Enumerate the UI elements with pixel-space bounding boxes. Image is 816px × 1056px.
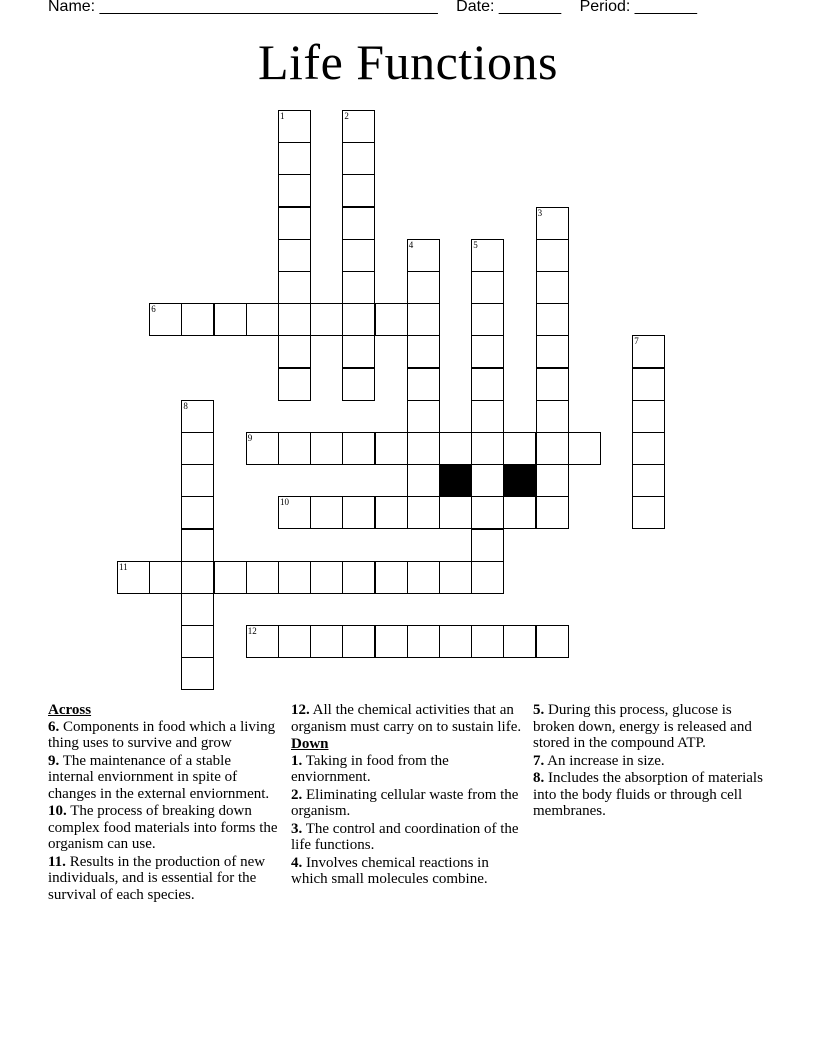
crossword-cell[interactable] <box>278 368 311 401</box>
crossword-cell[interactable] <box>536 496 569 529</box>
crossword-cell[interactable] <box>407 561 440 594</box>
crossword-cell[interactable] <box>407 400 440 433</box>
crossword-cell[interactable] <box>375 432 408 465</box>
clue-column-3 <box>533 702 763 821</box>
crossword-cell[interactable] <box>342 496 375 529</box>
crossword-cell[interactable] <box>342 271 375 304</box>
crossword-cell[interactable] <box>342 432 375 465</box>
clue-number: 3. <box>291 820 303 837</box>
crossword-cell[interactable] <box>278 207 311 240</box>
crossword-cell[interactable] <box>471 303 504 336</box>
clue-text: The process of breaking down complex food materials into forms the organism can use. <box>48 803 278 852</box>
crossword-cell[interactable] <box>439 625 472 658</box>
clue-down-4 <box>291 855 523 888</box>
crossword-cell[interactable] <box>342 239 375 272</box>
clue-text: An increase in size. <box>544 752 665 769</box>
date-field: Date: _______ <box>456 0 562 15</box>
clue-text: Components in food which a living thing uses to survive and grow <box>48 718 276 751</box>
crossword-cell[interactable] <box>310 432 343 465</box>
crossword-cell[interactable] <box>536 464 569 497</box>
clue-column-2 <box>291 702 523 889</box>
puzzle-title: Life Functions <box>257 34 559 90</box>
crossword-cell[interactable] <box>181 496 214 529</box>
crossword-cell[interactable] <box>503 496 536 529</box>
crossword-cell[interactable] <box>471 400 504 433</box>
crossword-cell[interactable] <box>278 239 311 272</box>
clue-number-label: 7 <box>634 336 639 347</box>
crossword-cell[interactable] <box>149 561 182 594</box>
crossword-cell[interactable] <box>310 625 343 658</box>
crossword-cell[interactable] <box>536 239 569 272</box>
clue-number-label: 5 <box>473 239 478 250</box>
crossword-cell[interactable] <box>568 432 601 465</box>
crossword-cell[interactable] <box>471 368 504 401</box>
crossword-cell[interactable] <box>471 625 504 658</box>
crossword-cell[interactable] <box>246 303 279 336</box>
crossword-cell[interactable] <box>342 207 375 240</box>
crossword-cell[interactable] <box>632 432 665 465</box>
crossword-cell[interactable] <box>503 625 536 658</box>
crossword-cell[interactable] <box>342 625 375 658</box>
crossword-cell[interactable] <box>632 400 665 433</box>
crossword-cell[interactable] <box>278 303 311 336</box>
crossword-cell[interactable] <box>407 368 440 401</box>
crossword-cell[interactable] <box>407 271 440 304</box>
down-heading: Down <box>291 736 329 752</box>
clue-number: 5. <box>533 702 545 718</box>
clue-number: 7. <box>533 752 545 769</box>
clue-number-label: 10 <box>280 497 289 508</box>
crossword-cell[interactable] <box>181 625 214 658</box>
crossword-cell[interactable] <box>439 561 472 594</box>
name-field: Name: ______________________________________ <box>48 0 438 15</box>
clue-text: Involves chemical reactions in which small molecules combine. <box>291 854 489 887</box>
clue-number: 12. <box>291 702 310 718</box>
crossword-cell[interactable] <box>278 561 311 594</box>
clue-number: 11. <box>48 853 66 870</box>
clue-number: 10. <box>48 803 67 819</box>
clue-text: Includes the absorption of materials into the body fluids or through cell membranes. <box>533 770 763 819</box>
clue-number-label: 11 <box>119 561 128 572</box>
crossword-cell[interactable] <box>536 335 569 368</box>
crossword-cell[interactable] <box>342 561 375 594</box>
crossword-cell[interactable] <box>342 335 375 368</box>
clue-number-label: 2 <box>344 111 349 121</box>
clue-text: The maintenance of a stable internal enviornment in spite of changes in the external enviornment. <box>48 752 270 802</box>
crossword-cell[interactable] <box>342 368 375 401</box>
crossword-cell[interactable] <box>278 625 311 658</box>
crossword-cell[interactable] <box>536 625 569 658</box>
clue-down-8 <box>533 770 763 820</box>
crossword-cell[interactable] <box>310 303 343 336</box>
clue-text: During this process, glucose is broken down, energy is released and stored in the compound ATP. <box>533 702 752 751</box>
crossword-cell[interactable] <box>471 529 504 562</box>
crossword-cell[interactable] <box>375 625 408 658</box>
crossword-cell[interactable] <box>181 593 214 626</box>
crossword-cell[interactable] <box>278 142 311 175</box>
crossword-cell[interactable] <box>407 496 440 529</box>
clue-number-label: 6 <box>151 304 156 315</box>
crossword-cell[interactable] <box>181 432 214 465</box>
crossword-cell[interactable] <box>342 142 375 175</box>
crossword-cell[interactable] <box>407 464 440 497</box>
clue-across-10 <box>48 803 280 853</box>
crossword-cell[interactable] <box>407 335 440 368</box>
clue-number: 6. <box>48 718 60 735</box>
crossword-cell[interactable] <box>503 432 536 465</box>
crossword-cell[interactable] <box>181 464 214 497</box>
crossword-cell[interactable] <box>471 335 504 368</box>
clue-number: 4. <box>291 854 303 871</box>
clue-number-label: 4 <box>408 239 414 250</box>
clue-text: Eliminating cellular waste from the organism. <box>291 786 519 819</box>
crossword-cell[interactable] <box>246 561 279 594</box>
clue-text: All the chemical activities that an organism must carry on to sustain life. <box>291 702 522 735</box>
crossword-cell[interactable] <box>439 432 472 465</box>
clue-text: Taking in food from the enviornment. <box>291 752 449 785</box>
clue-down-3 <box>291 821 523 854</box>
crossword-cell[interactable] <box>278 335 311 368</box>
clue-number: 8. <box>533 770 545 786</box>
crossword-cell[interactable] <box>181 529 214 562</box>
crossword-cell[interactable] <box>342 303 375 336</box>
crossword-cell[interactable] <box>536 400 569 433</box>
period-field: Period: _______ <box>579 0 698 15</box>
clue-down-2 <box>291 787 523 820</box>
clue-number-label: 9 <box>247 433 253 443</box>
crossword-cell[interactable] <box>632 368 665 401</box>
crossword-cell[interactable] <box>439 496 472 529</box>
crossword-cell[interactable] <box>375 496 408 529</box>
clue-number-label: 3 <box>537 207 543 218</box>
crossword-cell[interactable] <box>471 271 504 304</box>
crossword-cell[interactable] <box>407 625 440 658</box>
crossword-black-cell <box>503 464 536 497</box>
clue-text: The control and coordination of the life functions. <box>291 820 519 853</box>
crossword-cell[interactable] <box>407 303 440 336</box>
crossword-cell[interactable] <box>278 432 311 465</box>
crossword-cell[interactable] <box>181 561 214 594</box>
crossword-cell[interactable] <box>471 464 504 497</box>
crossword-cell[interactable] <box>471 432 504 465</box>
crossword-cell[interactable] <box>471 496 504 529</box>
crossword-black-cell <box>439 464 472 497</box>
crossword-cell[interactable] <box>375 303 408 336</box>
clue-down-5 <box>533 702 763 752</box>
crossword-cell[interactable] <box>536 368 569 401</box>
crossword-cell[interactable] <box>375 561 408 594</box>
crossword-cell[interactable] <box>310 561 343 594</box>
clue-across-12 <box>291 702 523 735</box>
crossword-cell[interactable] <box>214 561 247 594</box>
crossword-cell[interactable] <box>181 303 214 336</box>
crossword-cell[interactable] <box>632 496 665 529</box>
clue-down-1 <box>291 753 523 786</box>
clue-across-11 <box>48 854 280 904</box>
crossword-cell[interactable] <box>278 271 311 304</box>
crossword-cell[interactable] <box>278 174 311 207</box>
across-heading: Across <box>48 702 92 718</box>
clue-number-label: 12 <box>247 626 257 637</box>
clue-across-6 <box>48 719 280 752</box>
crossword-cell[interactable] <box>407 432 440 465</box>
crossword-cell[interactable] <box>310 496 343 529</box>
clue-number: 1. <box>291 752 303 769</box>
crossword-cell[interactable] <box>536 303 569 336</box>
crossword-cell[interactable] <box>471 561 504 594</box>
clue-number-label: 8 <box>183 400 188 411</box>
clue-down-7 <box>533 753 763 770</box>
clue-number-label: 1 <box>280 111 285 121</box>
crossword-cell[interactable] <box>181 657 214 690</box>
clue-text: Results in the production of new individuals, and is essential for the survival of each species. <box>48 853 266 903</box>
clue-number: 9. <box>48 752 60 769</box>
crossword-cell[interactable] <box>214 303 247 336</box>
clue-number: 2. <box>291 786 303 803</box>
crossword-cell[interactable] <box>536 271 569 304</box>
clue-column-1 <box>48 702 280 904</box>
crossword-cell[interactable] <box>536 432 569 465</box>
crossword-cell[interactable] <box>342 174 375 207</box>
crossword-cell[interactable] <box>632 464 665 497</box>
clue-across-9 <box>48 753 280 803</box>
